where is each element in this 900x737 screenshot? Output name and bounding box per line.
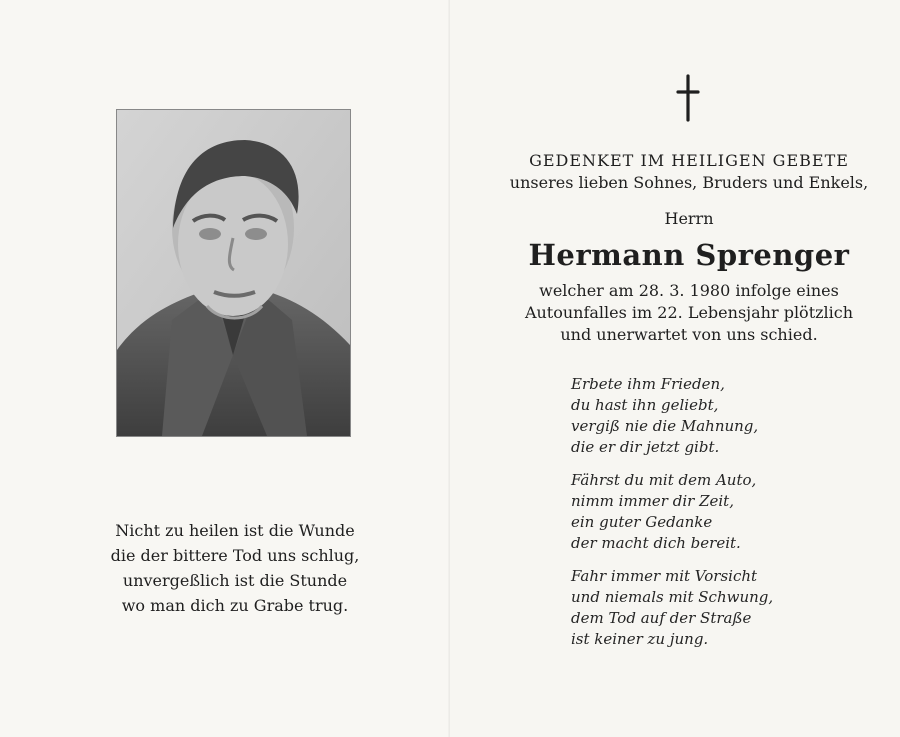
left-poem-line: Nicht zu heilen ist die Wunde (115, 521, 355, 540)
verse-line: du hast ihn geliebt, (571, 396, 719, 414)
left-poem-line: unvergeßlich ist die Stunde (122, 571, 348, 590)
death-details (494, 280, 884, 346)
portrait-photo (116, 109, 351, 437)
detail-line: Autounfalles im 22. Lebensjahr plötzlich (524, 303, 854, 322)
family-line: unseres lieben Sohnes, Bruders und Enkels, (509, 173, 869, 192)
detail-line: welcher am 28. 3. 1980 infolge eines (539, 281, 839, 300)
cross-icon (673, 74, 703, 122)
verse-line: Erbete ihm Frieden, (571, 375, 725, 393)
detail-line: und unerwartet von uns schied. (560, 325, 818, 344)
left-poem-line: die der bittere Tod uns schlug, (110, 546, 360, 565)
obituary-header (494, 150, 884, 346)
portrait-image (117, 110, 350, 436)
verse-line: ist keiner zu jung. (571, 630, 709, 648)
verse-line: vergiß nie die Mahnung, (571, 417, 759, 435)
verse-line: nimm immer dir Zeit, (571, 492, 734, 510)
verse-line: Fährst du mit dem Auto, (571, 471, 757, 489)
verse-line: dem Tod auf der Straße (571, 609, 752, 627)
verse-line: und niemals mit Schwung, (571, 588, 774, 606)
verse-line: der macht dich bereit. (571, 534, 741, 552)
left-poem-line: wo man dich zu Grabe trug. (121, 596, 349, 615)
verse-stanza (571, 470, 871, 554)
verse-line: ein guter Gedanke (571, 513, 713, 531)
verse-line: die er dir jetzt gibt. (571, 438, 720, 456)
salutation: Herrn (664, 209, 714, 228)
left-poem (70, 518, 400, 618)
memorial-verses (571, 374, 871, 662)
deceased-name: Hermann Sprenger (528, 238, 850, 272)
memorial-heading: GEDENKET IM HEILIGEN GEBETE (529, 151, 849, 170)
verse-line: Fahr immer mit Vorsicht (571, 567, 758, 585)
verse-stanza (571, 566, 871, 650)
verse-stanza (571, 374, 871, 458)
